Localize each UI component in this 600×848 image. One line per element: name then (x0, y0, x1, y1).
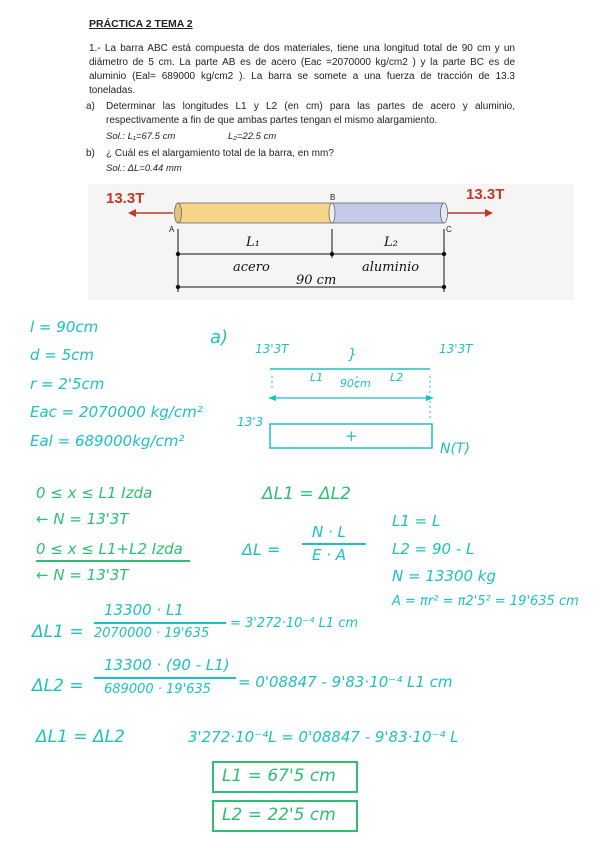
dl1-numerator: 13300 · L1 (104, 601, 184, 619)
question-text: Determinar las longitudes L1 y L2 (en cm) para las partes de acero y aluminio, respectivamente a fin de que ambas partes tengan el mismo alargamiento. (106, 101, 515, 126)
dl2-numerator: 13300 · (90 - L1) (104, 656, 230, 674)
sketch-l2: L2 (390, 371, 404, 384)
result-box-l2 (212, 800, 358, 832)
material-steel-label: acero (233, 260, 270, 275)
solution-b: Sol.: ΔL=0.44 mm (106, 163, 182, 174)
given-radius: r = 2'5cm (30, 375, 105, 393)
sketch-arrow-head (426, 395, 434, 401)
material-aluminum-label: aluminio (362, 260, 420, 275)
def-area: A = πr² = π2'5² = 19'635 cm (392, 594, 579, 609)
force-left-label: 13.3T (106, 190, 145, 207)
sketch-n-label: N(T) (440, 441, 470, 457)
axial-force-2: ← N = 13'3T (36, 566, 129, 584)
force-right-label: 13.3T (466, 186, 505, 203)
dl2-denominator: 689000 · 19'635 (104, 682, 211, 697)
sketch-arrow-head (268, 395, 276, 401)
total-length-label: 90 cm (296, 273, 337, 288)
sketch-force-left: 13'3T (255, 342, 289, 356)
def-n: N = 13300 kg (392, 567, 497, 585)
sketch-plus: + (345, 427, 358, 445)
question-label: b) (86, 148, 95, 159)
underline (36, 560, 190, 562)
fraction-bar (94, 622, 226, 624)
fraction-bar (302, 543, 366, 545)
formula-denominator: E · A (312, 546, 347, 564)
given-diameter: d = 5cm (30, 346, 95, 364)
given-eac: Eac = 2070000 kg/cm² (30, 403, 203, 421)
dl2-lhs: ΔL2 = (32, 676, 84, 696)
sketch-force-right: 13'3T (439, 342, 473, 356)
part-a-label: a) (210, 327, 229, 348)
given-length: l = 90cm (30, 318, 99, 336)
sketch-total: 90cm (340, 377, 371, 390)
formula-numerator: N · L (312, 523, 346, 541)
sketch-side-value: 13'3 (237, 415, 264, 429)
dl2-result: = 0'08847 - 9'83·10⁻⁴ L1 cm (238, 673, 453, 691)
def-l2: L2 = 90 - L (392, 540, 475, 558)
axial-force-1: ← N = 13'3T (36, 510, 129, 528)
result-l1: L1 = 67'5 cm (222, 766, 336, 786)
question-label: a) (86, 101, 95, 112)
interval-2: 0 ≤ x ≤ L1+L2 Izda (36, 540, 183, 558)
equation-lhs: ΔL1 = ΔL2 (36, 727, 125, 747)
dl1-lhs: ΔL1 = (32, 622, 84, 642)
equation-rhs: 3'272·10⁻⁴L = 0'08847 - 9'83·10⁻⁴ L (188, 728, 459, 746)
point-c-label: C (446, 225, 452, 234)
sketch-brace: } (348, 347, 357, 363)
dl1-denominator: 2070000 · 19'635 (94, 626, 210, 641)
formula-lhs: ΔL = (242, 540, 281, 559)
page-title: PRÁCTICA 2 TEMA 2 (89, 18, 193, 30)
interval-1: 0 ≤ x ≤ L1 Izda (36, 484, 153, 502)
result-box-l1 (212, 761, 358, 793)
given-eal: Eal = 689000kg/cm² (30, 432, 185, 450)
sketch-l1: L1 (310, 371, 324, 384)
problem-statement: 1.- La barra ABC está compuesta de dos materiales, tiene una longitud total de 90 cm y un diámetro de 5 cm. La parte AB es de acero (Eac =2070000 kg/cm2 ) y la parte BC es de aluminio (Eal= 689000 kg/cm2 ). La barra se somete a una fuerza de tracción de 13.3 toneladas. (89, 43, 515, 96)
l2-label: L₂ (384, 235, 398, 250)
equal-elongation: ΔL1 = ΔL2 (262, 484, 351, 504)
l1-label: L₁ (246, 235, 260, 250)
point-b-label: B (330, 193, 336, 202)
result-l2: L2 = 22'5 cm (222, 805, 336, 825)
point-a-label: A (169, 225, 175, 234)
dl1-result: = 3'272·10⁻⁴ L1 cm (230, 616, 359, 631)
fraction-bar (94, 677, 236, 679)
solution-a: Sol.: L₁=67.5 cm (106, 131, 176, 142)
solution-a-2: L₂=22.5 cm (228, 131, 277, 142)
question-text: ¿ Cuál es el alargamiento total de la barra, en mm? (106, 148, 334, 159)
def-l1: L1 = L (392, 512, 441, 530)
